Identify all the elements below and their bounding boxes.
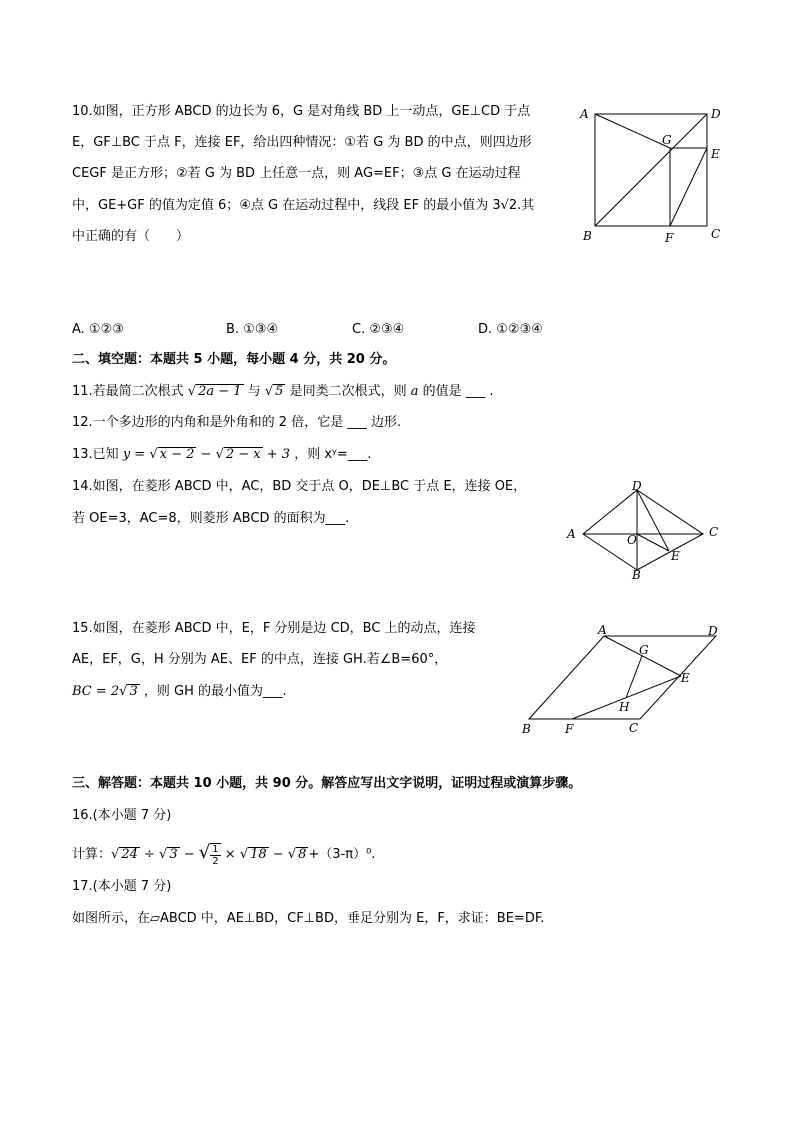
q15-radicand: 3: [129, 684, 138, 699]
q13: 13.已知 y = √ x − 2 − √ 2 − x + 3 ，则 xʸ=___.: [72, 447, 372, 462]
q15-label-E: E: [681, 671, 690, 685]
q15-line-2: AE，EF，G，H 分别为 AE、EF 的中点，连接 GH.若∠B=60°，: [72, 652, 448, 667]
q13-plus: + 3: [262, 447, 291, 462]
q14-label-D: D: [632, 479, 642, 493]
q15-label-A: A: [598, 623, 607, 637]
q15-rhombus-figure: [515, 618, 730, 743]
q10-option-a: A. ①②③: [72, 322, 124, 337]
q10-line-1: 10.如图，正方形 ABCD 的边长为 6，G 是对角线 BD 上一动点，GE⊥CD 于点: [72, 104, 531, 119]
q10-line-5: 中正确的有（ ）: [72, 229, 190, 244]
q16-minus-2: −: [268, 847, 288, 862]
q10-label-G: G: [662, 133, 672, 147]
q16-heading: 16.(本小题 7 分): [72, 808, 172, 823]
q13-text-a: 13.已知: [72, 447, 119, 462]
q11-text-c: 是同类二次根式，则: [289, 384, 407, 399]
q10-option-b: B. ①③④: [226, 322, 279, 337]
q10-label-A: A: [580, 107, 589, 121]
q14-label-C: C: [709, 525, 719, 539]
q16-calc-label: 计算：: [72, 847, 112, 862]
q11-radicand-2: 5: [275, 384, 284, 399]
q16-radicand-4: 8: [298, 847, 307, 862]
q11-radicand-1: 2a − 1: [198, 384, 242, 399]
q10-label-B: B: [583, 229, 592, 243]
q15-line-3: BC = 2√ 3 ，则 GH 的最小值为___.: [72, 684, 287, 699]
q15-label-B: B: [522, 722, 531, 736]
q15-label-H: H: [619, 700, 630, 714]
q10-label-D: D: [711, 107, 721, 121]
q17-text: 如图所示，在▱ABCD 中，AE⊥BD，CF⊥BD，垂足分别为 E，F，求证：BE=DF.: [72, 911, 545, 926]
q10-option-d: D. ①②③④: [478, 322, 543, 337]
section-3-heading: 三、解答题：本题共 10 小题，共 90 分。解答应写出文字说明，证明过程或演算步骤。: [72, 776, 582, 791]
q10-label-C: C: [711, 227, 721, 241]
q10-label-F: F: [665, 231, 674, 245]
q10-label-E: E: [711, 147, 720, 161]
q11: 11.若最简二次根式 √ 2a − 1 与 √ 5 是同类二次根式，则 a 的值是 ___ .: [72, 384, 494, 399]
q15-label-D: D: [708, 624, 718, 638]
q17-heading: 17.(本小题 7 分): [72, 879, 172, 894]
q11-text-b: 与: [247, 384, 261, 399]
q16-div: ÷: [139, 847, 160, 862]
q16-minus-1: −: [179, 847, 199, 862]
q10-option-c: C. ②③④: [352, 322, 405, 337]
q14-line-1: 14.如图，在菱形 ABCD 中，AC，BD 交于点 O，DE⊥BC 于点 E，连接 OE，: [72, 479, 527, 494]
q16-radicand-3: 18: [250, 847, 267, 862]
q15-bc: BC = 2: [72, 684, 120, 699]
q13-y: y =: [122, 447, 150, 462]
q11-text-d: 的值是 ___ .: [422, 384, 494, 399]
q11-text-a: 11.若最简二次根式: [72, 384, 184, 399]
section-2-heading: 二、填空题：本题共 5 小题，每小题 4 分，共 20 分。: [72, 352, 396, 367]
q12: 12.一个多边形的内角和是外角和的 2 倍，它是 ___ 边形.: [72, 415, 402, 430]
q15-label-F: F: [565, 722, 574, 736]
q14-rhombus-figure: [565, 478, 725, 583]
q16-times: ×: [220, 847, 240, 862]
q16-tail: +（3-π）⁰.: [308, 847, 376, 862]
q13-minus: −: [196, 447, 216, 462]
q13-text-d: ，则 xʸ=___.: [294, 447, 372, 462]
q10-line-2: E，GF⊥BC 于点 F，连接 EF，给出四种情况：①若 G 为 BD 的中点，则四边形: [72, 135, 532, 150]
q15-label-C: C: [629, 721, 639, 735]
q14-label-B: B: [632, 568, 641, 582]
q14-label-E: E: [671, 549, 680, 563]
q14-label-A: A: [567, 527, 576, 541]
q14-label-O: O: [627, 533, 637, 547]
q10-line-4: 中，GE+GF 的值为定值 6；④点 G 在运动过程中，线段 EF 的最小值为 3√2.其: [72, 198, 535, 213]
q16-frac-den: 2: [212, 855, 219, 867]
q10-square-figure: [580, 100, 730, 250]
q15-line-1: 15.如图，在菱形 ABCD 中，E，F 分别是边 CD，BC 上的动点，连接: [72, 621, 476, 636]
q15-text: ，则 GH 的最小值为___.: [143, 684, 287, 699]
q13-radicand-2: 2 − x: [225, 447, 261, 462]
q15-label-G: G: [639, 643, 649, 657]
q16-frac-num: 1: [212, 843, 219, 855]
q16-expression: 计算：√ 24 ÷ √ 3 − √ $\frac{1}{2}$ × √ 18 − √ 8 +（3-π）⁰.: [72, 842, 376, 867]
q10-line-3: CEGF 是正方形；②若 G 为 BD 上任意一点，则 AG=EF；③点 G 在运动过程: [72, 166, 521, 181]
q16-radicand-2: 3: [169, 847, 178, 862]
q13-radicand-1: x − 2: [159, 447, 195, 462]
q14-line-2: 若 OE=3，AC=8，则菱形 ABCD 的面积为___.: [72, 511, 350, 526]
q16-radicand-1: 24: [121, 847, 138, 862]
q11-var: a: [410, 384, 419, 399]
